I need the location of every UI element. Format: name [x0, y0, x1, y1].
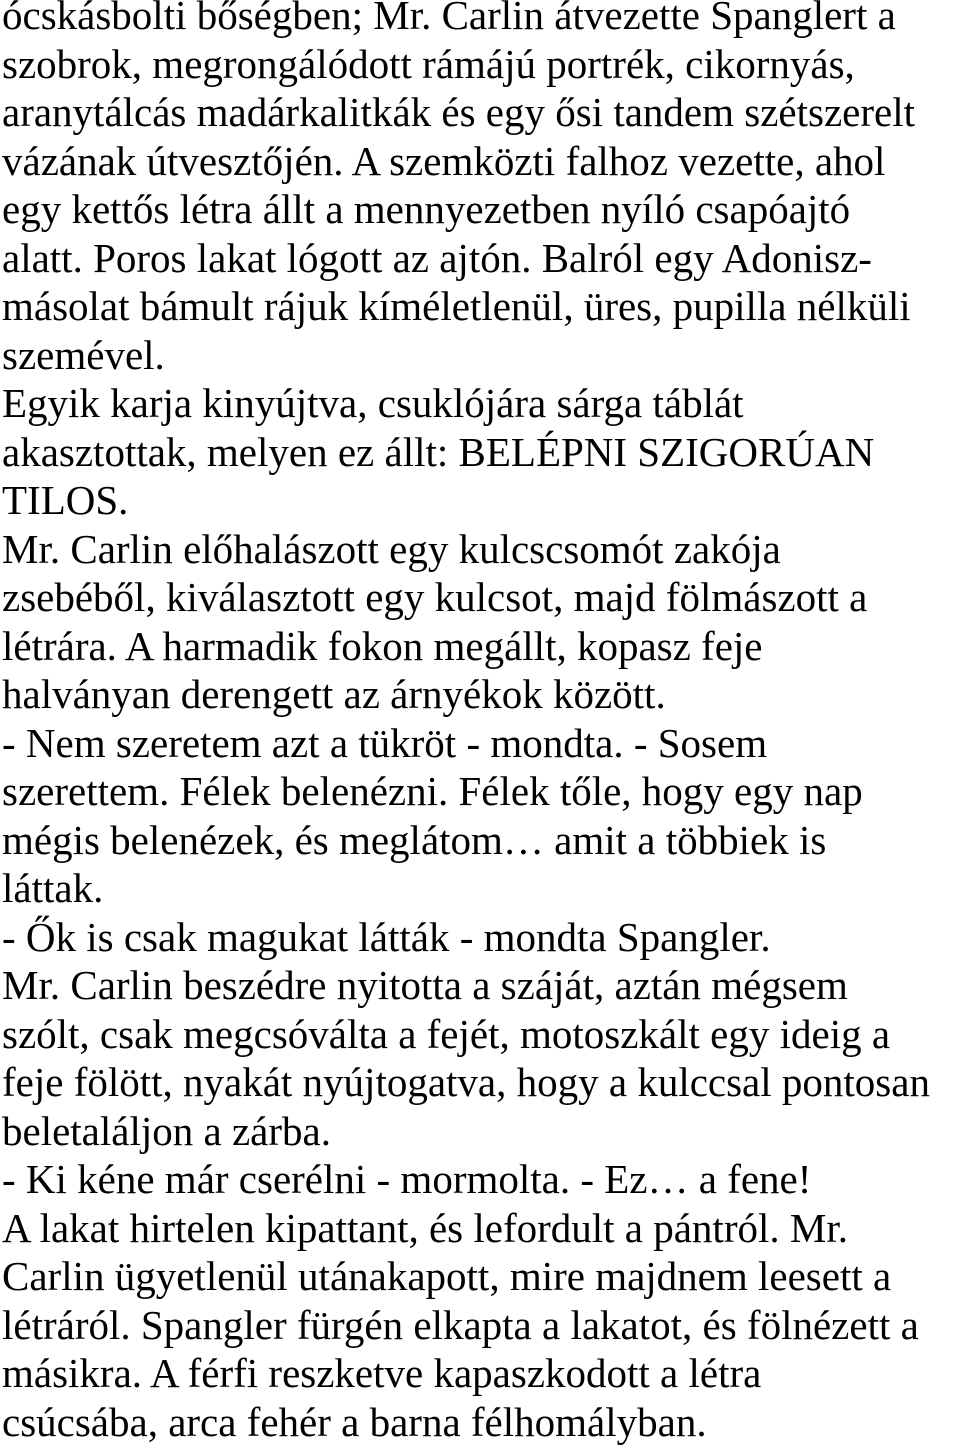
text-line: feje fölött, nyakát nyújtogatva, hogy a kulccsal pontosan — [2, 1059, 930, 1105]
text-line: ócskásbolti bőségben; Mr. Carlin átvezette Spanglert a — [2, 0, 896, 38]
text-line: mégis belenézek, és meglátom… amit a többiek is — [2, 816, 827, 863]
text-line: aranytálcás madárkalitkák és egy ősi tandem szétszerelt — [2, 89, 915, 135]
text-line: - Ők is csak magukat látták - mondta Spangler. — [2, 913, 771, 960]
text-line: másolat bámult rájuk kíméletlenül, üres, pupilla nélküli — [2, 283, 911, 329]
text-line: szólt, csak megcsóválta a fejét, motoszkált egy ideig a — [2, 1010, 891, 1057]
text-line: TILOS. — [2, 477, 129, 523]
text-line: Egyik karja kinyújtva, csuklójára sárga táblát — [2, 380, 744, 426]
text-line: zsebéből, kiválasztott egy kulcsot, majd fölmászott a — [2, 574, 868, 620]
text-line: létráról. Spangler fürgén elkapta a lakatot, és fölnézett a — [2, 1301, 919, 1348]
text-line: Mr. Carlin előhalászott egy kulcscsomót zakója — [2, 525, 781, 572]
body-text — [2, 0, 960, 1446]
text-line: beletaláljon a zárba. — [2, 1107, 331, 1154]
text-line: Carlin ügyetlenül utánakapott, mire majdnem leesett a — [2, 1253, 892, 1299]
text-line: - Ki kéne már cserélni - mormolta. - Ez… a fene! — [2, 1156, 812, 1202]
text-line: akasztottak, melyen ez állt: BELÉPNI SZIGORÚAN — [2, 428, 875, 475]
text-line: szemével. — [2, 331, 165, 378]
text-line: alatt. Poros lakat lógott az ajtón. Balról egy Adonisz- — [2, 234, 872, 281]
text-line: létrára. A harmadik fokon megállt, kopasz feje — [2, 622, 763, 669]
text-line: szobrok, megrongálódott rámájú portrék, cikornyás, — [2, 40, 855, 87]
text-line: láttak. — [2, 865, 104, 911]
text-line: másikra. A férfi reszketve kapaszkodott a létra — [2, 1350, 762, 1396]
text-line: egy kettős létra állt a mennyezetben nyíló csapóajtó — [2, 186, 851, 232]
text-line: halványan derengett az árnyékok között. — [2, 671, 666, 717]
text-line: - Nem szeretem azt a tükröt - mondta. - Sosem — [2, 719, 768, 766]
text-line: csúcsába, arca fehér a barna félhomályban. — [2, 1398, 707, 1445]
text-line: Mr. Carlin beszédre nyitotta a száját, aztán mégsem — [2, 962, 848, 1008]
text-line: A lakat hirtelen kipattant, és lefordult a pántról. Mr. — [2, 1204, 848, 1251]
text-line: szerettem. Félek belenézni. Félek tőle, hogy egy nap — [2, 768, 863, 814]
text-line: vázának útvesztőjén. A szemközti falhoz vezette, ahol — [2, 137, 886, 184]
